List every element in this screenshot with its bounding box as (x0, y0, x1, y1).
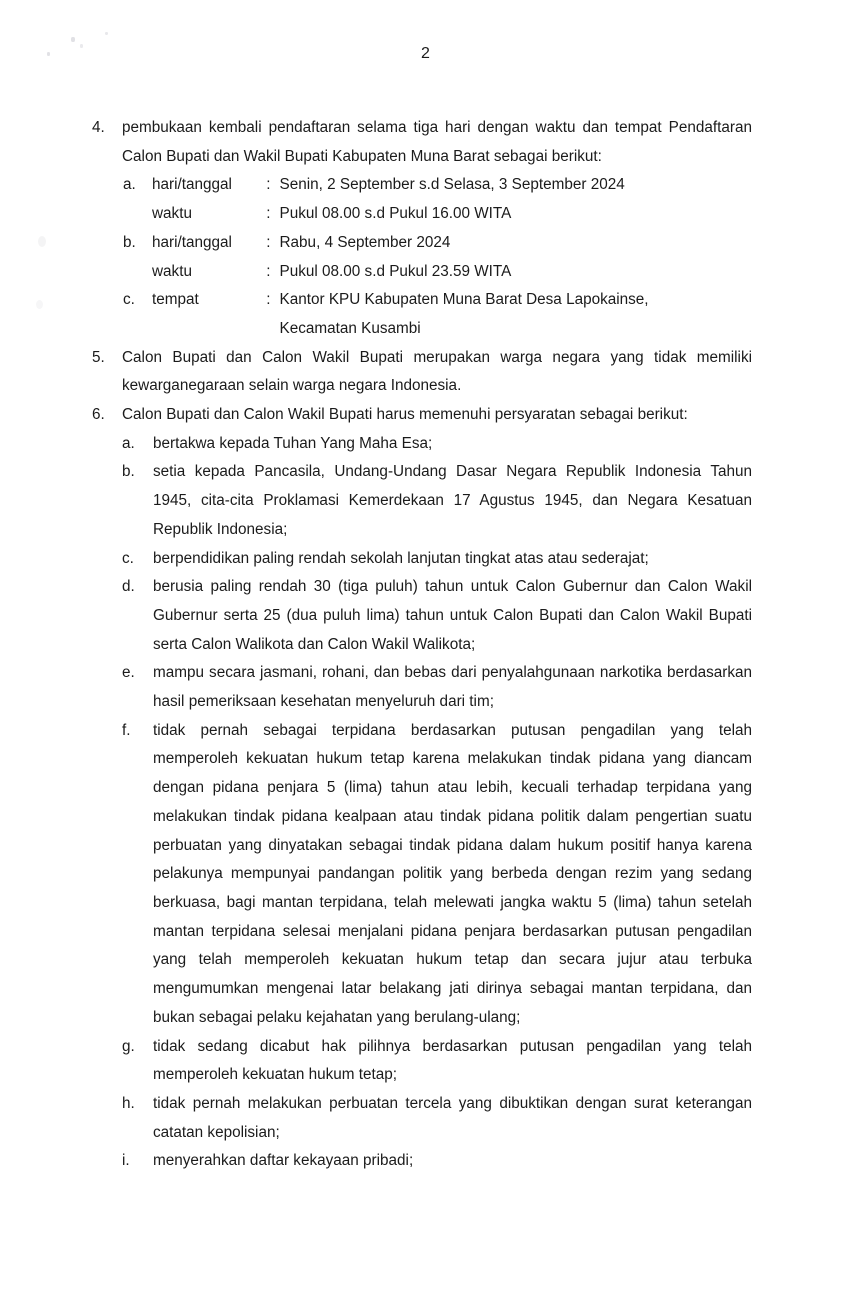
definition-row (92, 200, 752, 229)
definition-label: tempat (152, 291, 199, 309)
definition-value-continued: Kecamatan Kusambi (279, 319, 421, 337)
definition-row (92, 229, 752, 258)
definition-label: waktu (152, 205, 192, 223)
sub-item-text: mampu secara jasmani, rohani, dan bebas dari penyalahgunaan narkotika berdasarkan hasil pemeriksaan kesehatan menyeluruh dari tim; (153, 664, 752, 711)
item-paragraph: pembukaan kembali pendaftaran selama tiga hari dengan waktu dan tempat Pendaftaran Calon Bupati dan Wakil Bupati Kabupaten Muna Barat sebagai berikut: (122, 119, 752, 165)
scan-speckle (38, 236, 46, 247)
item-marker: 6. (92, 406, 105, 424)
sub-item-e (122, 659, 752, 716)
numbered-item-6 (92, 401, 752, 1176)
sub-item-marker: c. (122, 549, 134, 567)
item-body (122, 401, 752, 1176)
sub-item-marker: f. (122, 721, 131, 739)
sub-item-marker: e. (122, 664, 135, 682)
sub-item-c (122, 545, 752, 574)
sub-item-d (122, 573, 752, 659)
scan-speckle (71, 37, 75, 42)
sub-item-marker: d. (122, 578, 135, 596)
sub-item-marker: a. (122, 434, 135, 452)
sub-item-a (122, 430, 752, 459)
item-marker: 4. (92, 119, 105, 136)
sub-item-text: setia kepada Pancasila, Undang-Undang Dasar Negara Republik Indonesia Tahun 1945, cita-cita Proklamasi Kemerdekaan 17 Agustus 1945, dan Negara Kesatuan Republik Indonesia; (153, 463, 752, 538)
sub-item-marker: b. (122, 463, 135, 481)
definition-label: hari/tanggal (152, 233, 232, 251)
sub-item-g (122, 1033, 752, 1090)
sub-item-h (122, 1090, 752, 1147)
definition-separator: : (266, 205, 271, 223)
sub-item-marker: i. (122, 1152, 130, 1170)
definition-label: hari/tanggal (152, 176, 232, 194)
numbered-item-4 (92, 114, 752, 171)
item-body (122, 114, 752, 171)
sub-item-i (122, 1147, 752, 1176)
sub-item-b (122, 458, 752, 544)
definition-row (92, 286, 752, 343)
sub-item-text: berpendidikan paling rendah sekolah lanjutan tingkat atas atau sederajat; (153, 549, 649, 567)
definition-row (92, 171, 752, 200)
definition-value: Pukul 08.00 s.d Pukul 16.00 WITA (279, 205, 512, 223)
item-paragraph: Calon Bupati dan Calon Wakil Bupati merupakan warga negara yang tidak memiliki kewarganegaraan selain warga negara Indonesia. (122, 348, 752, 395)
sub-item-text: tidak pernah sebagai terpidana berdasarkan putusan pengadilan yang telah memperoleh kekuatan hukum tetap karena melakukan tindak pidana yang diancam dengan pidana penjara 5 (lima) tahun atau lebih, kecuali terhadap terpidana yang melakukan tindak pidana kealpaan atau tindak pidana politik dalam pengertian suatu perbuatan yang dinyatakan sebagai tindak pidana dalam hukum positif hanya karena pelakunya mempunyai pandangan politik yang berbeda dengan rezim yang sedang berkuasa, bagi mantan terpidana, telah melewati jangka waktu 5 (lima) tahun setelah mantan terpidana selesai menjalani pidana penjara berdasarkan putusan pengadilan yang telah memperoleh kekuatan hukum tetap dan secara jujur atau terbuka mengumumkan mengenai latar belakang jati dirinya sebagai mantan terpidana, dan bukan sebagai pelaku kejahatan yang berulang-ulang; (153, 721, 752, 1026)
definition-separator: : (266, 233, 271, 251)
definition-marker: c. (123, 291, 135, 309)
definition-list-item-4 (92, 171, 752, 343)
item-paragraph: Calon Bupati dan Calon Wakil Bupati harus memenuhi persyaratan sebagai berikut: (122, 406, 688, 424)
sub-item-text: tidak sedang dicabut hak pilihnya berdasarkan putusan pengadilan yang telah memperoleh kekuatan hukum tetap; (153, 1037, 752, 1084)
numbered-item-5 (92, 344, 752, 401)
sub-item-text: bertakwa kepada Tuhan Yang Maha Esa; (153, 434, 433, 452)
document-body (92, 114, 752, 1176)
definition-marker: a. (123, 176, 136, 194)
sub-item-f (122, 717, 752, 1033)
item-body (122, 344, 752, 401)
definition-value (280, 286, 649, 343)
scan-speckle (36, 300, 43, 309)
definition-separator: : (266, 176, 271, 194)
definition-label: waktu (152, 262, 192, 280)
definition-value-line: Kantor KPU Kabupaten Muna Barat Desa Lapokainse, (279, 291, 649, 309)
definition-row (92, 258, 752, 287)
definition-value: Rabu, 4 September 2024 (279, 233, 451, 251)
definition-value: Pukul 08.00 s.d Pukul 23.59 WITA (279, 262, 512, 280)
sub-item-marker: h. (122, 1094, 135, 1112)
definition-marker: b. (123, 233, 136, 251)
sub-item-text: menyerahkan daftar kekayaan pribadi; (153, 1152, 414, 1170)
item-marker: 5. (92, 348, 105, 366)
sub-item-text: berusia paling rendah 30 (tiga puluh) tahun untuk Calon Gubernur dan Calon Wakil Gubernur serta 25 (dua puluh lima) tahun untuk Calon Bupati dan Calon Wakil Bupati serta Calon Walikota dan Calon Wakil Walikota; (153, 578, 752, 653)
page-number: 2 (420, 45, 431, 62)
scan-speckle (105, 32, 108, 35)
definition-value: Senin, 2 September s.d Selasa, 3 September 2024 (279, 176, 625, 194)
sub-item-text: tidak pernah melakukan perbuatan tercela yang dibuktikan dengan surat keterangan catatan kepolisian; (153, 1094, 752, 1141)
lettered-sub-list (122, 430, 752, 1176)
sub-item-marker: g. (122, 1037, 135, 1055)
definition-separator: : (266, 262, 271, 280)
definition-separator: : (266, 291, 271, 309)
